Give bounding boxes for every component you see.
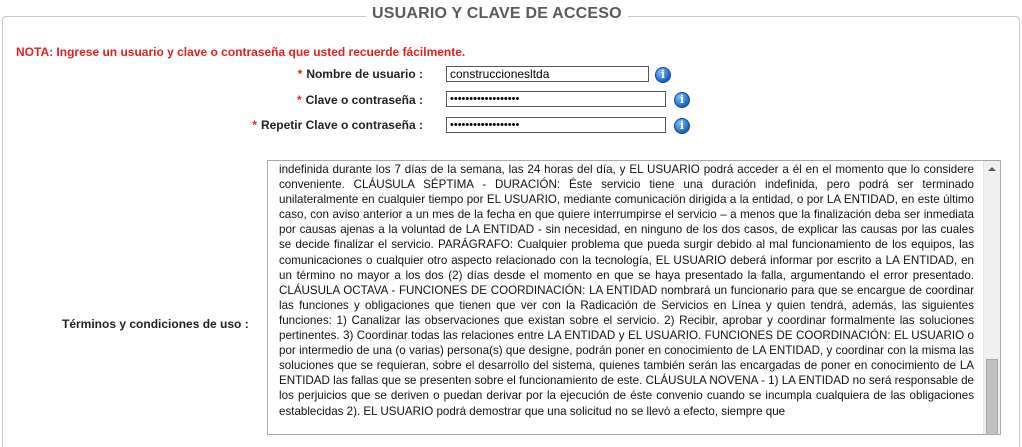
password-repeat-input[interactable]: •••••••••••••••••• xyxy=(446,117,666,133)
password-input[interactable]: •••••••••••••••••• xyxy=(446,91,666,107)
scroll-up-arrow-icon[interactable] xyxy=(988,167,996,171)
section-title: USUARIO Y CLAVE DE ACCESO xyxy=(366,5,628,23)
username-label-text: Nombre de usuario : xyxy=(306,67,423,81)
info-icon[interactable]: i xyxy=(655,67,671,83)
info-icon[interactable]: i xyxy=(674,118,690,134)
password-repeat-label-text: Repetir Clave o contraseña : xyxy=(260,118,423,132)
password-label-text: Clave o contraseña : xyxy=(305,93,423,107)
scrollbar-thumb[interactable] xyxy=(986,359,998,435)
note-text: NOTA: Ingrese un usuario y clave o contraseña que usted recuerde fácilmente. xyxy=(16,45,466,59)
terms-label: Términos y condiciones de uso : xyxy=(62,317,249,331)
required-mark: * xyxy=(252,118,257,132)
username-label xyxy=(230,67,423,81)
terms-text: indefinida durante los 7 días de la semana, las 24 horas del día, y EL USUARIO podrá acceder a él en el momento que lo considere conveniente. CLÁUSULA SÉPTIMA - DURACIÓN: Éste servicio tiene una duración indefinida, pero podrá ser terminado unilateralmente en cualquier tiempo por EL USUARIO, mediante comunicación dirigida a la entidad, o por LA ENTIDAD, en este último caso, con aviso anterior a un mes de la fecha en que quiere interrumpirse el servicio – a menos que la finalización deba ser inmediata por causas ajenas a la voluntad de LA ENTIDAD - sin necesidad, en ninguno de los dos casos, de explicar las causas por las cuales se decide finalizar el servicio. PARÁGRAFO: Cualquier problema que pueda surgir debido al mal funcionamiento de los equipos, las comunicaciones o cualquier otro aspecto relacionado con la tecnología, EL USUARIO deberá informar por escrito a LA ENTIDAD, en un término no mayor a los dos (2) días desde el momento en que se haya presentado la falla, argumentando el error presentado. CLÁUSULA OCTAVA - FUNCIONES DE COORDINACIÓN: LA ENTIDAD nombrará un funcionario para que se encargue de coordinar las funciones y obligaciones que tienen que ver con la Radicación de Servicios en Línea y quien tendrá, además, las siguientes funciones: 1) Canalizar las observaciones que existan sobre el servicio. 2) Recibir, aprobar y coordinar formalmente las soluciones pertinentes. 3) Coordinar todas las relaciones entre LA ENTIDAD y EL USUARIO. FUNCIONES DE COORDINACIÓN: EL USUARIO o por intermedio de una (o varias) persona(s) que designe, podrán poner en conocimiento de LA ENTIDAD, y coordinar con la misma las soluciones que se requieran, sobre el desarrollo del sistema, quienes también serán las encargadas de poner en conocimiento de LA ENTIDAD las fallas que se presenten sobre el funcionamiento de este. CLÁUSULA NOVENA - 1) LA ENTIDAD no será responsable de los perjuicios que se deriven o puedan derivar por la ejecución de éste convenio cuando se incumpla cualquiera de las obligaciones establecidas 2). EL USUARIO podrá demostrar que una solicitud no se llevó a efecto, siempre que xyxy=(279,163,974,418)
terms-textarea[interactable] xyxy=(267,160,1001,435)
vertical-scrollbar[interactable] xyxy=(983,161,1000,434)
password-repeat-label xyxy=(230,118,423,132)
required-mark: * xyxy=(297,67,303,81)
password-label xyxy=(230,93,423,107)
info-icon[interactable]: i xyxy=(674,92,690,108)
required-mark: * xyxy=(296,93,302,107)
username-input[interactable]: construccionesltda xyxy=(446,66,649,82)
